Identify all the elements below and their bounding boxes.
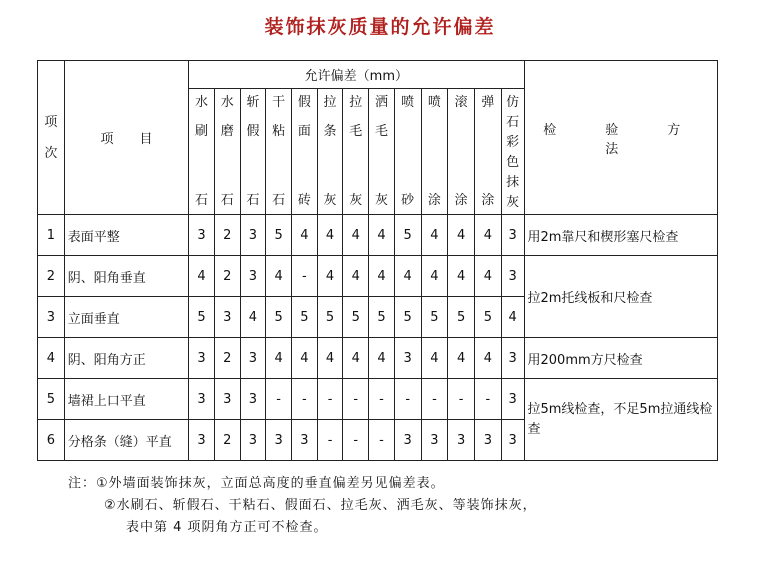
column-header — [394, 89, 421, 215]
column-header-char: 毛 — [349, 123, 363, 139]
tolerance-value: 4 — [240, 297, 266, 338]
tolerance-value: 3 — [189, 420, 215, 461]
column-header — [421, 89, 448, 215]
column-header-char: 灰 — [506, 194, 520, 210]
tolerance-value: 3 — [501, 420, 524, 461]
column-header-char: 石 — [220, 192, 234, 208]
row-method: 用2m靠尺和楔形塞尺检查 — [524, 215, 718, 256]
tolerance-value: 3 — [421, 420, 448, 461]
tolerance-value: 3 — [501, 379, 524, 420]
table-row — [38, 379, 718, 420]
column-header-char: 水 — [195, 94, 209, 110]
tolerance-value: - — [343, 379, 369, 420]
tolerance-value: 4 — [317, 338, 343, 379]
column-header — [448, 89, 475, 215]
note-line: 注：①外墙面装饰抹灰，立面总高度的垂直偏差另见偏差表。 — [68, 476, 445, 491]
column-header-char: 砂 — [401, 192, 415, 208]
column-header-char: 水 — [220, 94, 234, 110]
column-header-char: 刷 — [195, 123, 209, 139]
row-item: 墙裙上口平直 — [64, 379, 188, 420]
tolerance-value: 4 — [343, 256, 369, 297]
seq-header-char: 项 — [44, 114, 58, 130]
column-header-char: 涂 — [454, 192, 468, 208]
column-header-char: 假 — [246, 123, 260, 139]
tolerance-value: 4 — [369, 338, 395, 379]
row-item: 表面平整 — [64, 215, 188, 256]
tolerance-value: 3 — [240, 420, 266, 461]
tolerance-value: 3 — [394, 420, 421, 461]
column-header — [317, 89, 343, 215]
column-header-char: 灰 — [323, 192, 337, 208]
column-header-char: 石 — [506, 114, 520, 130]
column-header-char: 弹 — [481, 94, 495, 110]
tolerance-value: 5 — [421, 297, 448, 338]
row-number: 1 — [38, 215, 65, 256]
tolerance-value: 3 — [501, 338, 524, 379]
tolerance-value: 3 — [214, 297, 240, 338]
table-row — [38, 338, 718, 379]
item-header: 项 目 — [64, 61, 188, 215]
tolerance-value: 4 — [421, 215, 448, 256]
column-header-char: 砖 — [297, 192, 311, 208]
tolerance-value: - — [448, 379, 475, 420]
tolerance-value: 4 — [421, 256, 448, 297]
column-header-char: 毛 — [374, 123, 388, 139]
row-number: 5 — [38, 379, 65, 420]
row-item: 阴、阳角方正 — [64, 338, 188, 379]
tolerance-value: 3 — [475, 420, 502, 461]
page-title: 装饰抹灰质量的允许偏差 — [264, 16, 496, 38]
tolerance-value: 4 — [501, 297, 524, 338]
column-header — [343, 89, 369, 215]
tolerance-value: 3 — [240, 379, 266, 420]
tolerance-value: 4 — [343, 338, 369, 379]
tolerance-value: 4 — [421, 338, 448, 379]
tolerance-value: 4 — [448, 338, 475, 379]
tolerance-value: 5 — [369, 297, 395, 338]
tolerance-value: 5 — [343, 297, 369, 338]
column-header-char: 喷 — [401, 94, 415, 110]
row-number: 2 — [38, 256, 65, 297]
tolerance-value: 5 — [266, 297, 292, 338]
column-header-char: 涂 — [427, 192, 441, 208]
tolerance-value: 5 — [189, 297, 215, 338]
column-header-char: 石 — [272, 192, 286, 208]
tolerance-value: - — [369, 420, 395, 461]
tolerance-value: - — [317, 420, 343, 461]
column-header-char: 滚 — [454, 94, 468, 110]
tolerance-value: 4 — [475, 338, 502, 379]
tolerance-value: 2 — [214, 215, 240, 256]
column-header-char: 条 — [323, 123, 337, 139]
column-header-char: 喷 — [427, 94, 441, 110]
column-header — [292, 89, 318, 215]
row-item: 阴、阳角垂直 — [64, 256, 188, 297]
tolerance-value: - — [343, 420, 369, 461]
column-header-char: 拉 — [323, 94, 337, 110]
column-header-char: 假 — [297, 94, 311, 110]
column-header — [475, 89, 502, 215]
column-header — [266, 89, 292, 215]
tolerance-value: 3 — [240, 338, 266, 379]
column-header-char: 洒 — [374, 94, 388, 110]
row-method: 拉5m线检查，不足5m拉通线检查 — [524, 379, 718, 461]
column-header-char: 石 — [246, 192, 260, 208]
tolerance-value: - — [369, 379, 395, 420]
tolerance-value: 3 — [189, 338, 215, 379]
method-header: 检 验 方 法 — [524, 61, 718, 215]
tolerance-value: 5 — [475, 297, 502, 338]
column-header — [501, 89, 524, 215]
tolerance-value: 5 — [394, 297, 421, 338]
column-header — [240, 89, 266, 215]
row-method: 用200mm方尺检查 — [524, 338, 718, 379]
tolerance-value: - — [475, 379, 502, 420]
tolerance-value: 3 — [292, 420, 318, 461]
column-header-char: 抹 — [506, 174, 520, 190]
tolerance-value: 4 — [448, 215, 475, 256]
column-header-char: 斩 — [246, 94, 260, 110]
tolerance-value: 4 — [292, 338, 318, 379]
column-header-char: 仿 — [506, 94, 520, 110]
tolerance-value: 4 — [369, 256, 395, 297]
table-row — [38, 256, 718, 297]
tolerance-value: 3 — [240, 256, 266, 297]
tolerance-group-header: 允许偏差（mm） — [189, 61, 524, 89]
tolerance-value: 2 — [214, 338, 240, 379]
tolerance-value: - — [292, 256, 318, 297]
column-header-char: 石 — [195, 192, 209, 208]
tolerance-value: - — [317, 379, 343, 420]
seq-header — [38, 61, 65, 215]
row-item: 立面垂直 — [64, 297, 188, 338]
tolerance-value: 4 — [369, 215, 395, 256]
row-method: 拉2m托线板和尺检查 — [524, 256, 718, 338]
tolerance-value: 5 — [394, 215, 421, 256]
column-header-char: 灰 — [374, 192, 388, 208]
note-line: ②水刷石、斩假石、干粘石、假面石、拉毛灰、洒毛灰、等装饰抹灰， — [104, 498, 537, 513]
tolerance-value: 2 — [214, 420, 240, 461]
column-header-char: 面 — [297, 123, 311, 139]
tolerance-value: 4 — [317, 215, 343, 256]
tolerance-value: 3 — [266, 420, 292, 461]
column-header — [214, 89, 240, 215]
tolerance-value: 4 — [292, 215, 318, 256]
column-header-char: 灰 — [349, 192, 363, 208]
note-line: 表中第 4 项阴角方正可不检查。 — [126, 520, 328, 535]
column-header-char: 彩 — [506, 134, 520, 150]
row-number: 4 — [38, 338, 65, 379]
tolerance-value: 3 — [501, 256, 524, 297]
tolerance-value: 5 — [317, 297, 343, 338]
tolerance-value: - — [292, 379, 318, 420]
row-number: 3 — [38, 297, 65, 338]
tolerance-value: 3 — [214, 379, 240, 420]
tolerance-value: 5 — [266, 215, 292, 256]
tolerance-value: 3 — [448, 420, 475, 461]
column-header — [189, 89, 215, 215]
tolerance-value: - — [421, 379, 448, 420]
tolerance-value: 4 — [475, 256, 502, 297]
column-header — [369, 89, 395, 215]
column-header-char: 拉 — [349, 94, 363, 110]
tolerance-value: 4 — [343, 215, 369, 256]
tolerance-table — [37, 60, 730, 461]
tolerance-value: 4 — [317, 256, 343, 297]
tolerance-value: 3 — [501, 215, 524, 256]
column-header-char: 粘 — [272, 123, 286, 139]
notes — [68, 473, 537, 539]
tolerance-value: 2 — [214, 256, 240, 297]
tolerance-value: - — [394, 379, 421, 420]
tolerance-value: 3 — [240, 215, 266, 256]
tolerance-value: 3 — [189, 215, 215, 256]
tolerance-value: 3 — [189, 379, 215, 420]
tolerance-value: 4 — [448, 256, 475, 297]
column-header-char: 涂 — [481, 192, 495, 208]
tolerance-value: 4 — [394, 256, 421, 297]
tolerance-value: 4 — [266, 256, 292, 297]
seq-header-char: 次 — [44, 145, 58, 161]
row-number: 6 — [38, 420, 65, 461]
tolerance-value: 5 — [292, 297, 318, 338]
column-header-char: 干 — [272, 94, 286, 110]
tolerance-value: 4 — [475, 215, 502, 256]
tolerance-value: 4 — [189, 256, 215, 297]
tolerance-value: 3 — [394, 338, 421, 379]
tolerance-value: - — [266, 379, 292, 420]
table-row — [38, 215, 718, 256]
tolerance-value: 5 — [448, 297, 475, 338]
column-header-char: 色 — [506, 154, 520, 170]
column-header-char: 磨 — [220, 123, 234, 139]
tolerance-value: 4 — [266, 338, 292, 379]
row-item: 分格条（缝）平直 — [64, 420, 188, 461]
